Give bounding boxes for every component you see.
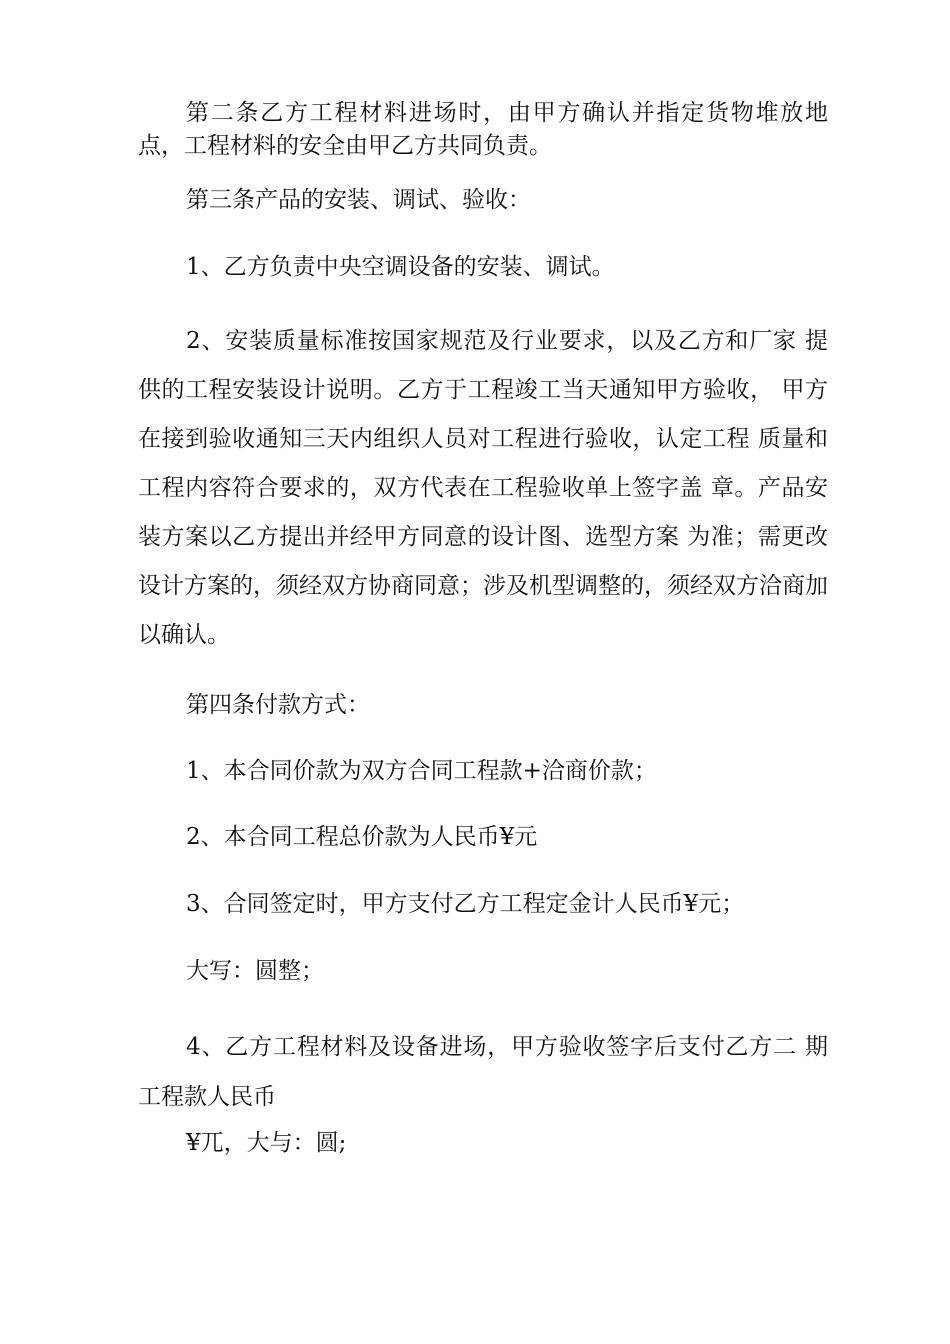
article-3-title: 第三条产品的安装、调试、验收： bbox=[186, 187, 531, 213]
article-4-item-3-capitalized: 大写：圆整； bbox=[186, 958, 324, 984]
article-3-item-1: 1、乙方负责中央空调设备的安装、调试。 bbox=[186, 254, 615, 280]
article-3-item-2: 2、安装质量标准按国家规范及行业要求，以及乙方和厂家 提供的工程安装设计说明。乙方于工程竣工当天通知甲方验收， 甲方在接到验收通知三天内组织人员对工程进行验收，认定工程 质量和工程内容符合要求的，双方代表在工程验收单上签字盖 章。产品安装方案以乙方提出并经甲方同意的设计图、选型方案 为准；需更改设计方案的，须经双方协商同意；涉及机型调整的，须经双方洽商加以确认。 bbox=[138, 328, 828, 648]
article-4-item-1: 1、本合同价款为双方合同工程款+洽商价款； bbox=[186, 758, 657, 784]
article-4-item-4: 4、乙方工程材料及设备进场，甲方验收签字后支付乙方二 期工程款人民币 bbox=[138, 1034, 828, 1110]
article-4-item-3: 3、合同签定时，甲方支付乙方工程定金计人民币¥元； bbox=[186, 891, 745, 917]
article-4-title: 第四条付款方式： bbox=[186, 692, 370, 718]
article-4-item-4-amount: ¥兀，大与：圆; bbox=[186, 1130, 347, 1156]
article-2-paragraph: 第二条乙方工程材料进场时，由甲方确认并指定货物堆放地点，工程材料的安全由甲乙方共同负责。 bbox=[138, 100, 828, 159]
article-4-item-2: 2、本合同工程总价款为人民币¥元 bbox=[186, 824, 538, 850]
